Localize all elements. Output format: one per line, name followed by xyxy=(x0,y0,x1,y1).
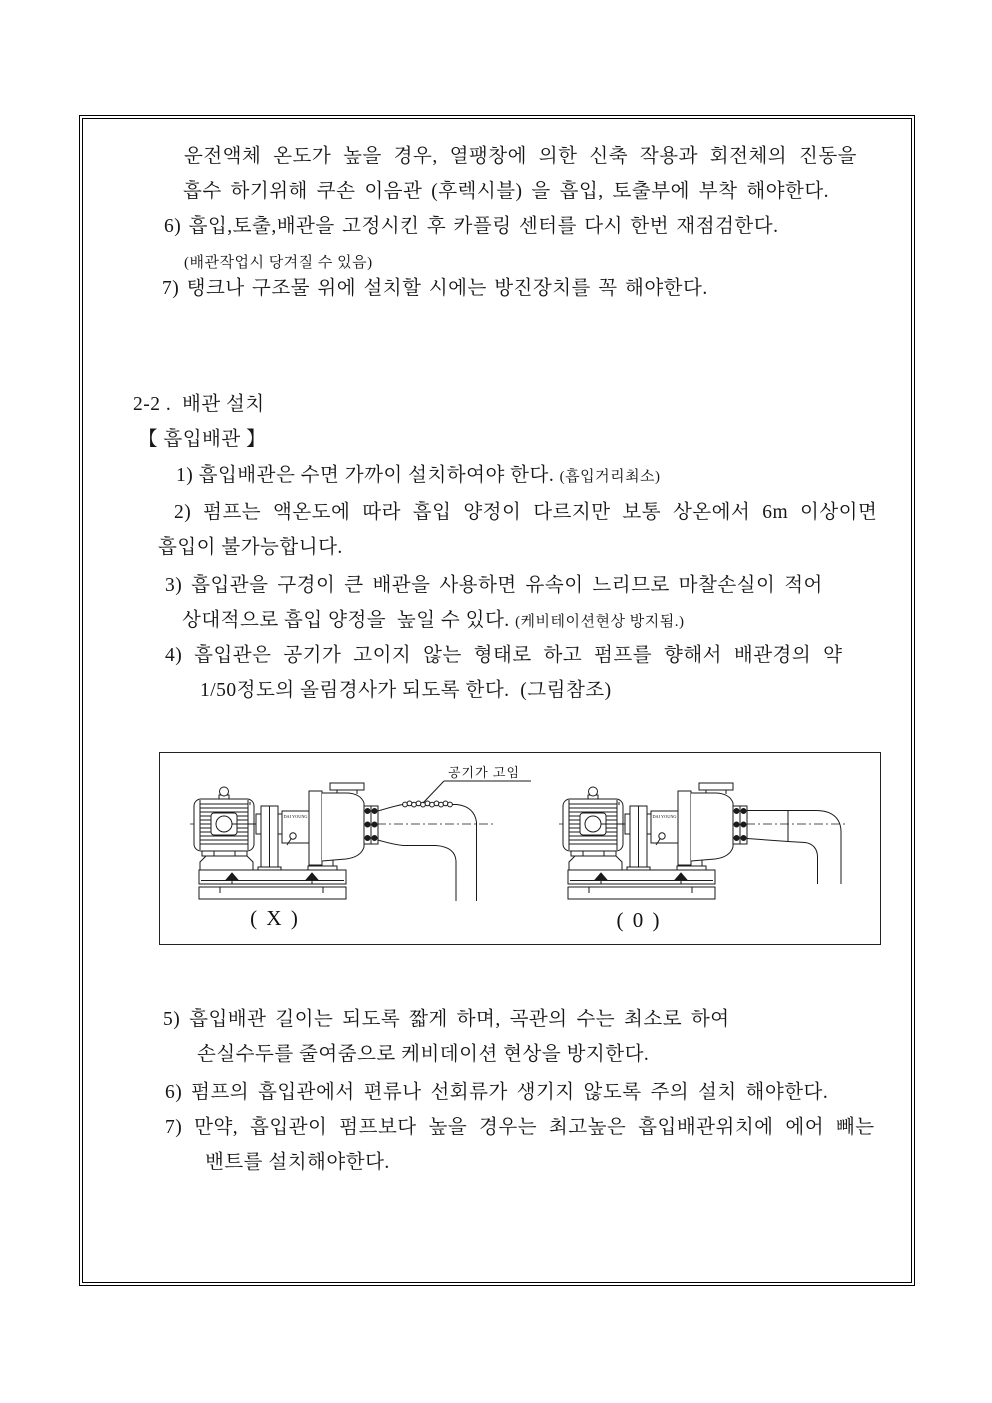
air-annotation xyxy=(423,765,531,803)
section-heading: 2-2 . 배관 설치 xyxy=(133,394,265,415)
suction-item-1-text: 1) 흡입배관은 수면 가까이 설치하여야 한다. xyxy=(176,465,555,486)
suction-item-2b: 흡입이 불가능합니다. xyxy=(158,537,343,558)
suction-item-3b xyxy=(182,608,684,635)
suction-item-3a: 3) 흡입관을 구경이 큰 배관을 사용하면 유속이 느리므로 마찰손실이 적어 xyxy=(165,575,823,596)
suction-item-5b: 손실수두를 줄여줌으로 케비데이션 현상을 방지한다. xyxy=(197,1044,650,1065)
label-correct: ( 0 ) xyxy=(616,908,662,932)
suction-item-7b: 밴트를 설치해야한다. xyxy=(205,1152,390,1173)
suction-item-3b-text: 상대적으로 흡입 양정을 높일 수 있다. xyxy=(182,610,510,631)
suction-item-1-note: (흡입거리최소) xyxy=(559,469,661,485)
figure-box xyxy=(159,752,881,945)
suction-item-6: 6) 펌프의 흡입관에서 편류나 선회류가 생기지 않도록 주의 설치 해야한다. xyxy=(165,1082,829,1103)
suction-item-7a: 7) 만약, 흡입관이 펌프보다 높을 경우는 최고높은 흡입배관위치에 에어 빼는 xyxy=(165,1117,875,1138)
pump-unit-right xyxy=(563,783,747,899)
leader-line xyxy=(423,781,444,803)
pump-unit-left xyxy=(194,783,378,899)
suction-item-3-note: (케비테이션현상 방지됨.) xyxy=(515,614,685,630)
section-subheading: 【 흡입배관 】 xyxy=(138,429,267,450)
intro-line-1: 운전액체 온도가 높을 경우, 열팽창에 의한 신축 작용과 회전체의 진동을 xyxy=(184,146,858,167)
label-wrong: ( X ) xyxy=(250,906,300,930)
pump-figure-svg xyxy=(160,753,880,944)
suction-pipe-correct xyxy=(747,811,841,885)
suction-item-4b: 1/50정도의 올림경사가 되도록 한다. (그림참조) xyxy=(200,680,612,701)
air-bubbles-icon xyxy=(403,801,453,807)
item-7-top: 7) 탱크나 구조물 위에 설치할 시에는 방진장치를 꼭 해야한다. xyxy=(162,278,708,299)
suction-item-4a: 4) 흡입관은 공기가 고이지 않는 형태로 하고 펌프를 향해서 배관경의 약 xyxy=(165,645,843,666)
intro-line-2: 흡수 하기위해 쿠손 이음관 (후렉시블) 을 흡입, 토출부에 부착 해야한다. xyxy=(183,181,830,202)
item-6-top: 6) 흡입,토출,배관을 고정시킨 후 카플링 센터를 다시 한번 재점검한다. xyxy=(164,216,779,237)
suction-item-5a: 5) 흡입배관 길이는 되도록 짧게 하며, 곡관의 수는 최소로 하여 xyxy=(163,1009,730,1030)
item-6-note: (배관작업시 당겨질 수 있음) xyxy=(184,255,373,271)
air-annotation-text: 공기가 고임 xyxy=(448,765,521,780)
suction-item-1 xyxy=(176,463,661,490)
suction-item-2a: 2) 펌프는 액온도에 따라 흡입 양정이 다르지만 보통 상온에서 6m 이상이면 xyxy=(174,502,878,523)
suction-pipe-wrong xyxy=(378,801,477,901)
